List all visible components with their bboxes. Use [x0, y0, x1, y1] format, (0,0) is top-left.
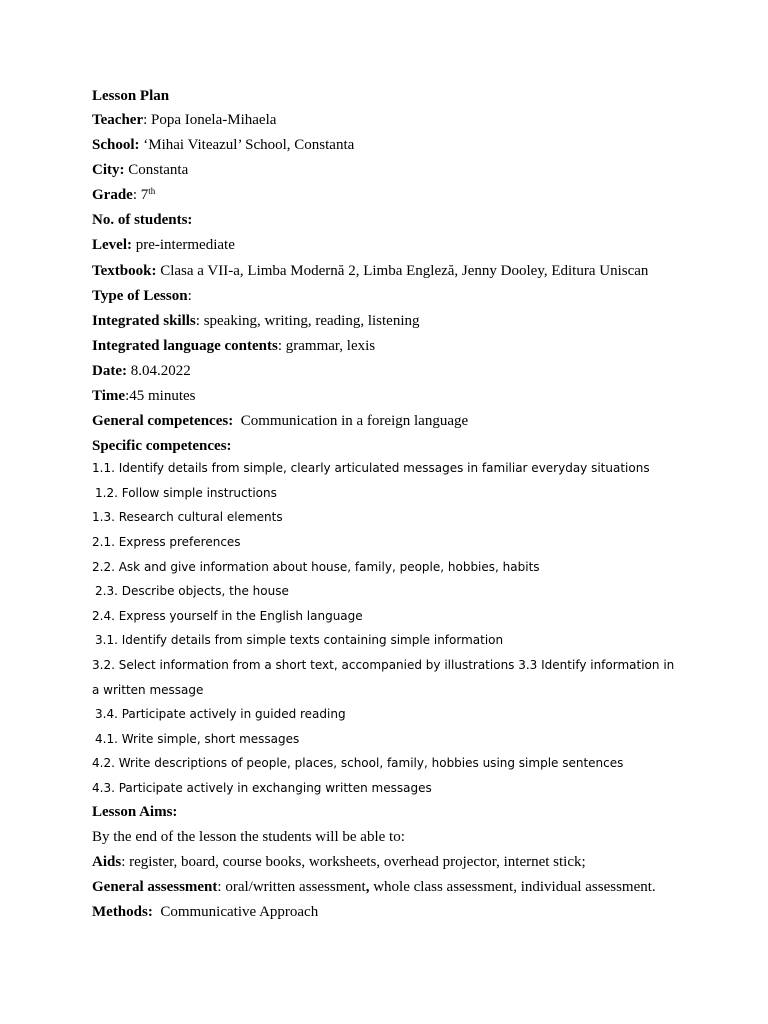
- field-label: Integrated language contents: [92, 337, 278, 354]
- field-value: 8.04.2022: [130, 362, 191, 379]
- field-school: [92, 135, 728, 155]
- field-methods: [92, 902, 728, 922]
- field-no-of-students: [92, 210, 728, 230]
- field-specific-competences: [92, 436, 728, 456]
- field-label: Methods:: [92, 903, 153, 920]
- field-label: Aids: [92, 853, 122, 870]
- competence-item: 2.2. Ask and give information about house, family, people, hobbies, habits: [92, 559, 540, 574]
- field-value: speaking, writing, reading, listening: [203, 312, 420, 329]
- field-teacher: Teacher: Popa Ionela-Mihaela: [92, 112, 277, 128]
- competence-item: 4.2. Write descriptions of people, places, school, family, hobbies using simple sentences: [92, 756, 624, 771]
- field-label: Lesson Aims:: [92, 803, 178, 820]
- field-lesson-aims: [92, 802, 728, 822]
- field-label: Textbook:: [92, 262, 157, 279]
- competence-item: 2.1. Express preferences: [92, 535, 241, 549]
- competence-item: 2.4. Express yourself in the English language: [92, 608, 363, 623]
- field-value: Communication in a foreign language: [240, 413, 469, 430]
- field-value: oral/written assessment: [225, 878, 366, 895]
- field-value: Popa Ionela-Mihaela: [151, 112, 277, 128]
- field-label: General assessment: [92, 878, 218, 895]
- field-general-assessment: General assessment: oral/written assessment, whole class assessment, individual assessment.: [92, 878, 656, 895]
- field-general-competences: [92, 411, 728, 431]
- field-label: No. of students:: [92, 212, 193, 229]
- field-label: Type of Lesson: [92, 287, 188, 304]
- competences-list: [92, 456, 728, 800]
- lesson-aims-text: By the end of the lesson the students will be able to:: [92, 828, 405, 845]
- field-label: City:: [92, 162, 125, 179]
- field-label: Teacher: [92, 112, 144, 128]
- field-label: General competences:: [92, 413, 234, 430]
- field-city: [92, 160, 728, 180]
- field-label: Time: [92, 388, 126, 405]
- competence-item: 4.1. Write simple, short messages: [95, 731, 300, 746]
- competence-item: 1.3. Research cultural elements: [92, 510, 283, 525]
- field-time: Time:45 minutes: [92, 388, 196, 405]
- field-value: register, board, course books, worksheets, overhead projector, internet stick;: [129, 853, 586, 870]
- field-value: Constanta: [128, 162, 189, 179]
- competence-item: 1.1. Identify details from simple, clearly articulated messages in familiar everyday situations: [92, 461, 650, 476]
- field-value: Clasa a VII-a, Limba Modernă 2, Limba Engleză, Jenny Dooley, Editura Uniscan: [160, 262, 649, 279]
- competence-item: 4.3. Participate actively in exchanging written messages: [92, 780, 432, 795]
- competence-item: 3.1. Identify details from simple texts containing simple information: [95, 633, 504, 648]
- competence-item: 2.3. Describe objects, the house: [95, 584, 289, 599]
- competence-item: 1.2. Follow simple instructions: [95, 485, 277, 500]
- field-value: 7: [140, 187, 149, 204]
- field-type-of-lesson: Type of Lesson:: [92, 287, 192, 304]
- field-label: Level:: [92, 237, 132, 254]
- field-integrated-skills: Integrated skills: speaking, writing, reading, listening: [92, 312, 420, 329]
- field-date: [92, 361, 728, 381]
- grade-superscript: th: [148, 186, 156, 197]
- field-aids: Aids: register, board, course books, worksheets, overhead projector, internet stick;: [92, 853, 586, 870]
- field-grade: Grade: 7th: [92, 186, 156, 204]
- field-value: whole class assessment, individual assessment.: [369, 878, 656, 895]
- field-label: School:: [92, 137, 140, 154]
- document-title: Lesson Plan: [92, 88, 170, 104]
- field-level: [92, 235, 728, 255]
- field-value: ‘Mihai Viteazul’ School, Constanta: [143, 137, 355, 154]
- field-value: Communicative Approach: [160, 903, 319, 920]
- field-label: Date:: [92, 362, 127, 379]
- competence-item: 3.4. Participate actively in guided reading: [95, 707, 346, 722]
- field-label: Grade: [92, 187, 133, 204]
- field-value: 45 minutes: [129, 388, 196, 405]
- field-label: Specific competences:: [92, 438, 232, 455]
- field-label: Integrated skills: [92, 312, 196, 329]
- field-integrated-language-contents: Integrated language contents: grammar, lexis: [92, 337, 376, 354]
- field-textbook: [92, 261, 728, 281]
- field-value: pre-intermediate: [135, 237, 235, 254]
- field-value: grammar, lexis: [285, 337, 376, 354]
- competence-item: 3.2. Select information from a short text, accompanied by illustrations 3.3 Identify information in a written message: [92, 657, 675, 697]
